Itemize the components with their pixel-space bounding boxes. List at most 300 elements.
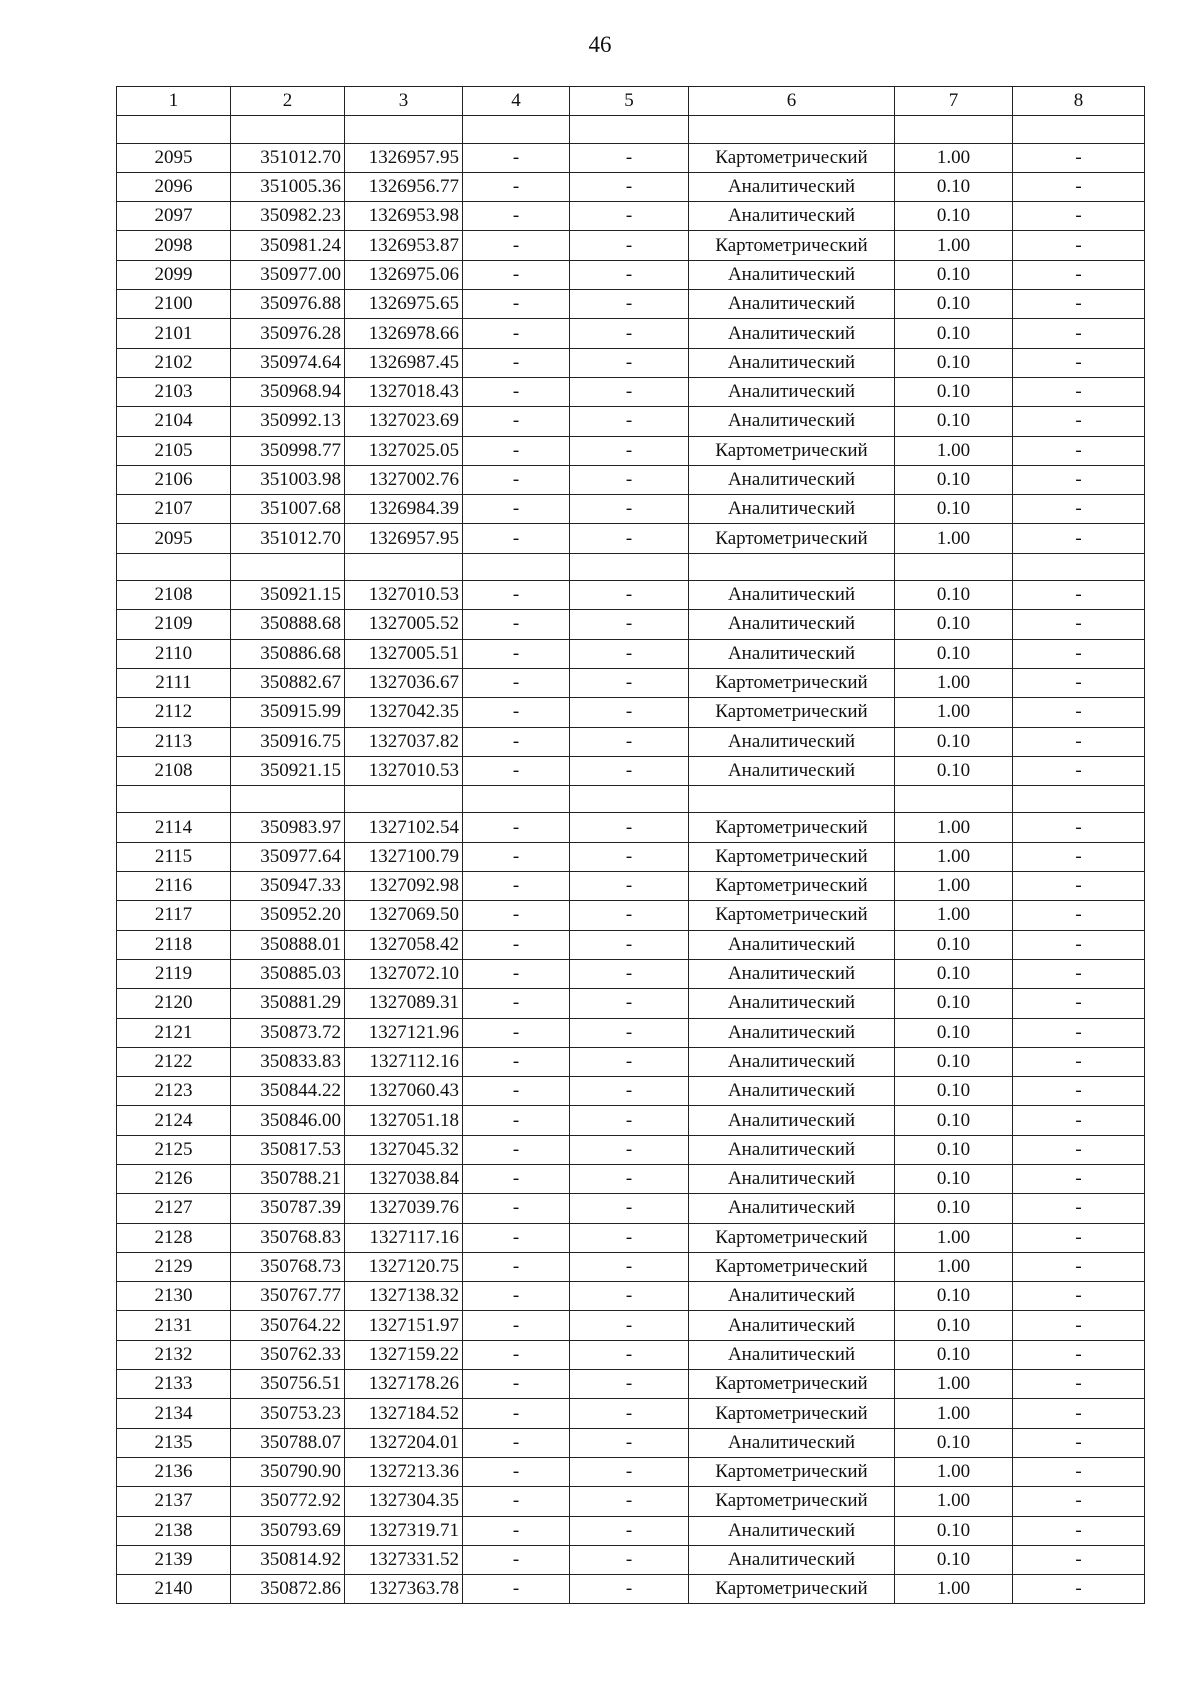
cell-col-8: - xyxy=(1013,1077,1145,1106)
empty-cell xyxy=(345,553,463,580)
cell-col-5: - xyxy=(570,813,689,842)
cell-col-8: - xyxy=(1013,465,1145,494)
cell-col-2: 350952.20 xyxy=(231,901,345,930)
cell-col-6: Картометрический xyxy=(689,231,895,260)
cell-col-7: 0.10 xyxy=(895,348,1013,377)
cell-col-3: 1327010.53 xyxy=(345,756,463,785)
cell-col-6: Аналитический xyxy=(689,639,895,668)
cell-col-2: 350982.23 xyxy=(231,202,345,231)
cell-col-7: 0.10 xyxy=(895,581,1013,610)
cell-col-1: 2136 xyxy=(117,1457,231,1486)
cell-col-7: 0.10 xyxy=(895,1311,1013,1340)
cell-col-4: - xyxy=(463,1194,570,1223)
cell-col-3: 1327117.16 xyxy=(345,1223,463,1252)
cell-col-5: - xyxy=(570,1047,689,1076)
cell-col-4: - xyxy=(463,1399,570,1428)
cell-col-4: - xyxy=(463,231,570,260)
cell-col-1: 2130 xyxy=(117,1282,231,1311)
cell-col-8: - xyxy=(1013,1194,1145,1223)
cell-col-2: 350767.77 xyxy=(231,1282,345,1311)
cell-col-6: Аналитический xyxy=(689,202,895,231)
cell-col-1: 2117 xyxy=(117,901,231,930)
cell-col-3: 1327102.54 xyxy=(345,813,463,842)
table-row xyxy=(117,872,1145,901)
cell-col-7: 0.10 xyxy=(895,260,1013,289)
empty-cell xyxy=(895,786,1013,813)
cell-col-2: 350976.28 xyxy=(231,319,345,348)
cell-col-8: - xyxy=(1013,348,1145,377)
table-header-row xyxy=(117,87,1145,116)
cell-col-7: 0.10 xyxy=(895,1516,1013,1545)
cell-col-8: - xyxy=(1013,989,1145,1018)
cell-col-7: 0.10 xyxy=(895,989,1013,1018)
table-row xyxy=(117,1370,1145,1399)
cell-col-6: Картометрический xyxy=(689,436,895,465)
cell-col-1: 2107 xyxy=(117,495,231,524)
cell-col-6: Аналитический xyxy=(689,930,895,959)
cell-col-2: 350981.24 xyxy=(231,231,345,260)
cell-col-1: 2140 xyxy=(117,1575,231,1604)
cell-col-7: 0.10 xyxy=(895,172,1013,201)
cell-col-4: - xyxy=(463,727,570,756)
cell-col-8: - xyxy=(1013,1487,1145,1516)
cell-col-4: - xyxy=(463,436,570,465)
cell-col-6: Аналитический xyxy=(689,1047,895,1076)
cell-col-8: - xyxy=(1013,436,1145,465)
table-row xyxy=(117,1545,1145,1574)
cell-col-7: 1.00 xyxy=(895,1399,1013,1428)
cell-col-1: 2137 xyxy=(117,1487,231,1516)
cell-col-4: - xyxy=(463,1340,570,1369)
empty-cell xyxy=(1013,553,1145,580)
cell-col-1: 2106 xyxy=(117,465,231,494)
cell-col-2: 351003.98 xyxy=(231,465,345,494)
cell-col-8: - xyxy=(1013,639,1145,668)
cell-col-7: 0.10 xyxy=(895,1106,1013,1135)
cell-col-6: Аналитический xyxy=(689,260,895,289)
cell-col-7: 0.10 xyxy=(895,1135,1013,1164)
cell-col-2: 350915.99 xyxy=(231,698,345,727)
empty-cell xyxy=(231,116,345,143)
cell-col-5: - xyxy=(570,1457,689,1486)
empty-cell xyxy=(231,553,345,580)
cell-col-5: - xyxy=(570,407,689,436)
table-row xyxy=(117,930,1145,959)
cell-col-7: 0.10 xyxy=(895,1340,1013,1369)
cell-col-6: Аналитический xyxy=(689,172,895,201)
cell-col-2: 350846.00 xyxy=(231,1106,345,1135)
cell-col-3: 1327120.75 xyxy=(345,1252,463,1281)
cell-col-5: - xyxy=(570,1252,689,1281)
cell-col-2: 350756.51 xyxy=(231,1370,345,1399)
cell-col-3: 1327058.42 xyxy=(345,930,463,959)
cell-col-8: - xyxy=(1013,1223,1145,1252)
empty-cell xyxy=(689,116,895,143)
cell-col-3: 1327042.35 xyxy=(345,698,463,727)
cell-col-2: 350788.21 xyxy=(231,1164,345,1193)
cell-col-5: - xyxy=(570,1194,689,1223)
cell-col-8: - xyxy=(1013,813,1145,842)
cell-col-5: - xyxy=(570,668,689,697)
cell-col-3: 1326984.39 xyxy=(345,495,463,524)
cell-col-2: 350772.92 xyxy=(231,1487,345,1516)
cell-col-1: 2122 xyxy=(117,1047,231,1076)
cell-col-8: - xyxy=(1013,319,1145,348)
cell-col-3: 1327089.31 xyxy=(345,989,463,1018)
cell-col-3: 1327159.22 xyxy=(345,1340,463,1369)
cell-col-2: 350968.94 xyxy=(231,377,345,406)
empty-cell xyxy=(570,786,689,813)
cell-col-4: - xyxy=(463,319,570,348)
cell-col-2: 351007.68 xyxy=(231,495,345,524)
cell-col-6: Аналитический xyxy=(689,581,895,610)
cell-col-4: - xyxy=(463,1370,570,1399)
cell-col-7: 0.10 xyxy=(895,1077,1013,1106)
cell-col-6: Аналитический xyxy=(689,495,895,524)
cell-col-2: 350833.83 xyxy=(231,1047,345,1076)
table-row xyxy=(117,495,1145,524)
table-row xyxy=(117,1164,1145,1193)
cell-col-4: - xyxy=(463,581,570,610)
cell-col-4: - xyxy=(463,610,570,639)
cell-col-6: Аналитический xyxy=(689,1106,895,1135)
cell-col-3: 1327025.05 xyxy=(345,436,463,465)
cell-col-8: - xyxy=(1013,407,1145,436)
cell-col-7: 0.10 xyxy=(895,639,1013,668)
table-row xyxy=(117,813,1145,842)
cell-col-5: - xyxy=(570,1164,689,1193)
cell-col-8: - xyxy=(1013,1164,1145,1193)
cell-col-8: - xyxy=(1013,1340,1145,1369)
cell-col-5: - xyxy=(570,639,689,668)
cell-col-1: 2095 xyxy=(117,143,231,172)
cell-col-2: 350793.69 xyxy=(231,1516,345,1545)
cell-col-4: - xyxy=(463,465,570,494)
cell-col-4: - xyxy=(463,1164,570,1193)
cell-col-6: Картометрический xyxy=(689,901,895,930)
table-row xyxy=(117,1575,1145,1604)
empty-cell xyxy=(570,553,689,580)
table-row xyxy=(117,1428,1145,1457)
cell-col-1: 2138 xyxy=(117,1516,231,1545)
cell-col-6: Аналитический xyxy=(689,727,895,756)
cell-col-5: - xyxy=(570,1106,689,1135)
cell-col-5: - xyxy=(570,1340,689,1369)
cell-col-8: - xyxy=(1013,668,1145,697)
cell-col-1: 2115 xyxy=(117,842,231,871)
table-row xyxy=(117,1223,1145,1252)
coordinates-table xyxy=(116,86,1145,1604)
cell-col-3: 1326957.95 xyxy=(345,524,463,553)
table-row xyxy=(117,698,1145,727)
cell-col-2: 350768.73 xyxy=(231,1252,345,1281)
cell-col-3: 1326953.98 xyxy=(345,202,463,231)
table-row xyxy=(117,959,1145,988)
cell-col-4: - xyxy=(463,668,570,697)
cell-col-5: - xyxy=(570,1135,689,1164)
cell-col-7: 0.10 xyxy=(895,495,1013,524)
cell-col-3: 1327037.82 xyxy=(345,727,463,756)
cell-col-8: - xyxy=(1013,172,1145,201)
cell-col-7: 0.10 xyxy=(895,202,1013,231)
empty-cell xyxy=(689,553,895,580)
cell-col-8: - xyxy=(1013,610,1145,639)
cell-col-7: 0.10 xyxy=(895,1545,1013,1574)
cell-col-5: - xyxy=(570,1516,689,1545)
table-row xyxy=(117,202,1145,231)
cell-col-2: 350873.72 xyxy=(231,1018,345,1047)
cell-col-5: - xyxy=(570,1077,689,1106)
separator-row xyxy=(117,786,1145,813)
cell-col-2: 350872.86 xyxy=(231,1575,345,1604)
table-row xyxy=(117,1399,1145,1428)
cell-col-1: 2113 xyxy=(117,727,231,756)
table-body xyxy=(117,116,1145,1604)
cell-col-5: - xyxy=(570,1370,689,1399)
cell-col-3: 1327363.78 xyxy=(345,1575,463,1604)
cell-col-7: 1.00 xyxy=(895,231,1013,260)
cell-col-5: - xyxy=(570,727,689,756)
table-row xyxy=(117,172,1145,201)
cell-col-8: - xyxy=(1013,1516,1145,1545)
cell-col-6: Картометрический xyxy=(689,1487,895,1516)
cell-col-4: - xyxy=(463,1047,570,1076)
cell-col-5: - xyxy=(570,872,689,901)
cell-col-6: Картометрический xyxy=(689,524,895,553)
cell-col-4: - xyxy=(463,1311,570,1340)
table-row xyxy=(117,377,1145,406)
cell-col-4: - xyxy=(463,1575,570,1604)
cell-col-5: - xyxy=(570,1311,689,1340)
table-row xyxy=(117,1252,1145,1281)
table-row xyxy=(117,1340,1145,1369)
empty-cell xyxy=(895,116,1013,143)
cell-col-6: Аналитический xyxy=(689,1135,895,1164)
column-header: 7 xyxy=(895,87,1013,116)
table-row xyxy=(117,756,1145,785)
cell-col-8: - xyxy=(1013,872,1145,901)
cell-col-4: - xyxy=(463,1106,570,1135)
table-row xyxy=(117,1194,1145,1223)
cell-col-6: Аналитический xyxy=(689,1077,895,1106)
cell-col-3: 1327319.71 xyxy=(345,1516,463,1545)
cell-col-6: Аналитический xyxy=(689,756,895,785)
page-number: 46 xyxy=(588,32,612,57)
column-header: 2 xyxy=(231,87,345,116)
table-row xyxy=(117,348,1145,377)
cell-col-5: - xyxy=(570,348,689,377)
cell-col-8: - xyxy=(1013,842,1145,871)
cell-col-3: 1327005.52 xyxy=(345,610,463,639)
table-row xyxy=(117,1311,1145,1340)
cell-col-7: 0.10 xyxy=(895,1428,1013,1457)
cell-col-4: - xyxy=(463,1428,570,1457)
cell-col-3: 1327204.01 xyxy=(345,1428,463,1457)
cell-col-3: 1326975.65 xyxy=(345,290,463,319)
cell-col-8: - xyxy=(1013,901,1145,930)
cell-col-1: 2098 xyxy=(117,231,231,260)
cell-col-2: 350921.15 xyxy=(231,581,345,610)
cell-col-5: - xyxy=(570,930,689,959)
cell-col-5: - xyxy=(570,260,689,289)
cell-col-6: Аналитический xyxy=(689,348,895,377)
cell-col-1: 2139 xyxy=(117,1545,231,1574)
table-row xyxy=(117,231,1145,260)
cell-col-1: 2124 xyxy=(117,1106,231,1135)
cell-col-3: 1327023.69 xyxy=(345,407,463,436)
cell-col-4: - xyxy=(463,1487,570,1516)
cell-col-6: Аналитический xyxy=(689,407,895,436)
empty-cell xyxy=(689,786,895,813)
cell-col-4: - xyxy=(463,989,570,1018)
empty-cell xyxy=(345,116,463,143)
table-row xyxy=(117,727,1145,756)
cell-col-2: 350983.97 xyxy=(231,813,345,842)
table-row xyxy=(117,1018,1145,1047)
cell-col-6: Аналитический xyxy=(689,959,895,988)
cell-col-4: - xyxy=(463,290,570,319)
cell-col-3: 1327045.32 xyxy=(345,1135,463,1164)
cell-col-8: - xyxy=(1013,1106,1145,1135)
cell-col-1: 2112 xyxy=(117,698,231,727)
table-row xyxy=(117,1135,1145,1164)
cell-col-7: 0.10 xyxy=(895,1018,1013,1047)
cell-col-3: 1327331.52 xyxy=(345,1545,463,1574)
cell-col-7: 0.10 xyxy=(895,1047,1013,1076)
cell-col-2: 351005.36 xyxy=(231,172,345,201)
cell-col-5: - xyxy=(570,1487,689,1516)
cell-col-4: - xyxy=(463,959,570,988)
cell-col-2: 350977.64 xyxy=(231,842,345,871)
cell-col-5: - xyxy=(570,581,689,610)
cell-col-7: 0.10 xyxy=(895,959,1013,988)
cell-col-7: 1.00 xyxy=(895,1223,1013,1252)
cell-col-4: - xyxy=(463,842,570,871)
cell-col-5: - xyxy=(570,959,689,988)
cell-col-6: Картометрический xyxy=(689,1252,895,1281)
cell-col-5: - xyxy=(570,495,689,524)
cell-col-1: 2109 xyxy=(117,610,231,639)
cell-col-8: - xyxy=(1013,202,1145,231)
cell-col-3: 1327010.53 xyxy=(345,581,463,610)
cell-col-3: 1326987.45 xyxy=(345,348,463,377)
cell-col-2: 350916.75 xyxy=(231,727,345,756)
cell-col-5: - xyxy=(570,465,689,494)
cell-col-3: 1326957.95 xyxy=(345,143,463,172)
column-header: 4 xyxy=(463,87,570,116)
cell-col-4: - xyxy=(463,1135,570,1164)
cell-col-6: Аналитический xyxy=(689,1164,895,1193)
cell-col-2: 350790.90 xyxy=(231,1457,345,1486)
column-header: 1 xyxy=(117,87,231,116)
empty-cell xyxy=(1013,116,1145,143)
cell-col-6: Аналитический xyxy=(689,1340,895,1369)
cell-col-8: - xyxy=(1013,1575,1145,1604)
cell-col-5: - xyxy=(570,842,689,871)
cell-col-5: - xyxy=(570,756,689,785)
cell-col-8: - xyxy=(1013,495,1145,524)
cell-col-5: - xyxy=(570,231,689,260)
cell-col-3: 1327069.50 xyxy=(345,901,463,930)
cell-col-8: - xyxy=(1013,1370,1145,1399)
cell-col-7: 1.00 xyxy=(895,143,1013,172)
cell-col-4: - xyxy=(463,698,570,727)
cell-col-8: - xyxy=(1013,143,1145,172)
cell-col-6: Аналитический xyxy=(689,319,895,348)
cell-col-1: 2121 xyxy=(117,1018,231,1047)
cell-col-3: 1327121.96 xyxy=(345,1018,463,1047)
cell-col-3: 1327092.98 xyxy=(345,872,463,901)
cell-col-8: - xyxy=(1013,727,1145,756)
cell-col-6: Картометрический xyxy=(689,698,895,727)
cell-col-1: 2108 xyxy=(117,756,231,785)
cell-col-2: 350844.22 xyxy=(231,1077,345,1106)
cell-col-7: 1.00 xyxy=(895,1457,1013,1486)
empty-cell xyxy=(895,553,1013,580)
cell-col-3: 1326953.87 xyxy=(345,231,463,260)
cell-col-3: 1327060.43 xyxy=(345,1077,463,1106)
table-row xyxy=(117,1457,1145,1486)
cell-col-7: 0.10 xyxy=(895,319,1013,348)
cell-col-7: 1.00 xyxy=(895,1252,1013,1281)
cell-col-5: - xyxy=(570,524,689,553)
cell-col-2: 350768.83 xyxy=(231,1223,345,1252)
cell-col-5: - xyxy=(570,202,689,231)
cell-col-5: - xyxy=(570,172,689,201)
cell-col-6: Аналитический xyxy=(689,290,895,319)
cell-col-5: - xyxy=(570,436,689,465)
cell-col-7: 1.00 xyxy=(895,668,1013,697)
cell-col-2: 350787.39 xyxy=(231,1194,345,1223)
cell-col-1: 2128 xyxy=(117,1223,231,1252)
cell-col-6: Аналитический xyxy=(689,1194,895,1223)
cell-col-6: Аналитический xyxy=(689,1545,895,1574)
cell-col-6: Аналитический xyxy=(689,1018,895,1047)
cell-col-1: 2097 xyxy=(117,202,231,231)
column-header: 6 xyxy=(689,87,895,116)
cell-col-5: - xyxy=(570,319,689,348)
empty-cell xyxy=(570,116,689,143)
cell-col-1: 2134 xyxy=(117,1399,231,1428)
cell-col-6: Картометрический xyxy=(689,143,895,172)
table-row xyxy=(117,581,1145,610)
cell-col-1: 2118 xyxy=(117,930,231,959)
cell-col-8: - xyxy=(1013,290,1145,319)
table-row xyxy=(117,319,1145,348)
cell-col-6: Картометрический xyxy=(689,668,895,697)
cell-col-6: Картометрический xyxy=(689,842,895,871)
cell-col-8: - xyxy=(1013,260,1145,289)
cell-col-2: 350886.68 xyxy=(231,639,345,668)
cell-col-3: 1327072.10 xyxy=(345,959,463,988)
cell-col-8: - xyxy=(1013,1135,1145,1164)
cell-col-2: 350977.00 xyxy=(231,260,345,289)
cell-col-8: - xyxy=(1013,1047,1145,1076)
cell-col-1: 2095 xyxy=(117,524,231,553)
cell-col-1: 2116 xyxy=(117,872,231,901)
cell-col-3: 1327304.35 xyxy=(345,1487,463,1516)
cell-col-8: - xyxy=(1013,1311,1145,1340)
cell-col-7: 0.10 xyxy=(895,756,1013,785)
cell-col-8: - xyxy=(1013,698,1145,727)
separator-row xyxy=(117,553,1145,580)
cell-col-2: 350885.03 xyxy=(231,959,345,988)
cell-col-5: - xyxy=(570,901,689,930)
cell-col-6: Аналитический xyxy=(689,1516,895,1545)
cell-col-3: 1327039.76 xyxy=(345,1194,463,1223)
cell-col-7: 0.10 xyxy=(895,610,1013,639)
empty-cell xyxy=(117,116,231,143)
